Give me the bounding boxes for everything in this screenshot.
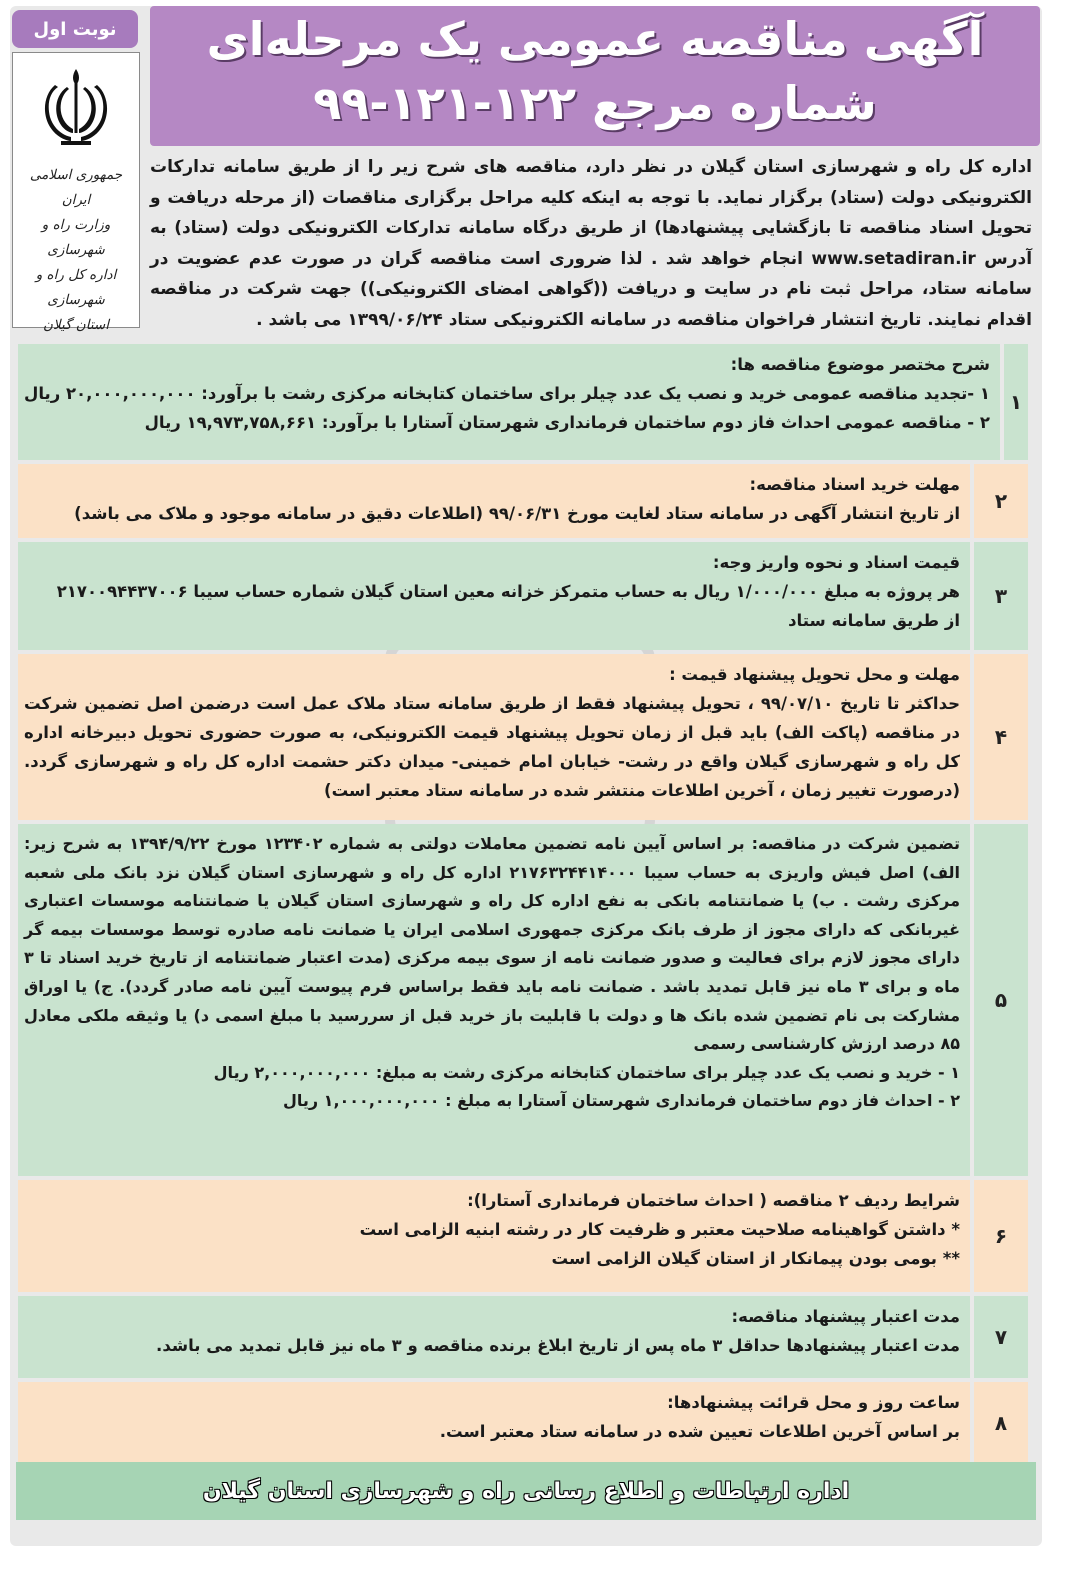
row-heading: مهلت و محل تحویل پیشنهاد قیمت :	[669, 665, 960, 684]
row-line: هر پروژه به مبلغ ۱/۰۰۰/۰۰۰ ریال به حساب متمرکز خزانه معین استان گیلان شماره حساب سیبا ۲۱۷۰۰۹۴۴۳۷۰۰۶	[56, 582, 960, 601]
table-row	[18, 464, 1028, 538]
table-row	[18, 824, 1028, 1176]
row-content	[18, 1180, 970, 1292]
title-line-1: آگهی مناقصه عمومی یک مرحله‌ای	[206, 12, 984, 66]
row-number: ۳	[974, 542, 1028, 650]
row-content	[18, 1382, 970, 1464]
row-number: ۱	[1004, 344, 1028, 460]
table-row	[18, 1296, 1028, 1378]
row-line: از تاریخ انتشار آگهی در سامانه ستاد لغایت مورخ ۹۹/۰۶/۳۱ (اطلاعات دقیق در سامانه موجود و ملاک می باشد)	[74, 504, 960, 523]
row-number: ۴	[974, 654, 1028, 820]
row-heading: شرایط ردیف ۲ مناقصه ( احداث ساختمان فرمانداری آستارا):	[467, 1191, 960, 1210]
emblem-line: وزارت راه و شهرسازی	[41, 217, 111, 258]
row-line: ۱ - خرید و نصب یک عدد چیلر برای ساختمان کتابخانه مرکزی رشت به مبلغ: ۲,۰۰۰,۰۰۰,۰۰۰ ریال	[213, 1062, 960, 1082]
row-line: مدت اعتبار پیشنهادها حداقل ۳ ماه پس از تاریخ ابلاغ برنده مناقصه و ۳ ماه نیز قابل تمدید می باشد.	[156, 1336, 960, 1355]
emblem-caption	[17, 163, 135, 338]
publication-badge: نوبت اول	[12, 10, 138, 48]
row-line: ۲ - مناقصه عمومی احداث فاز دوم ساختمان فرمانداری شهرستان آستارا با برآورد: ۱۹,۹۷۳,۷۵۸,۶۶۱ ریال	[144, 413, 990, 432]
row-heading: مهلت خرید اسناد مناقصه:	[749, 475, 960, 494]
emblem-line: اداره کل راه و شهرسازی	[35, 267, 117, 308]
row-content	[18, 542, 970, 650]
row-heading: قیمت اسناد و نحوه واریز وجه:	[712, 553, 960, 572]
row-heading: شرح مختصر موضوع مناقصه ها:	[730, 355, 990, 374]
row-line: از طریق سامانه ستاد	[788, 611, 960, 630]
row-paragraph: حداکثر تا تاریخ ۹۹/۰۷/۱۰ ، تحویل پیشنهاد فقط از طریق سامانه ستاد ملاک عمل است درضمن اصل تضمین شرکت در مناقصه (پاکت الف) باید قبل از زمان تحویل پیشنهاد قیمت الکترونیکی، به صورت حضوری تحویل دبیرخانه اداره کل راه و شهرسازی گیلان واقع در رشت- خیابان امام خمینی- میدان دکتر حشمت اداره کل راه و شهرسازی گردد. (درصورت تغییر زمان ، آخرین اطلاعات منتشر شده در سامانه ستاد معتبر است)	[24, 694, 960, 800]
row-line: ۲ - احداث فاز دوم ساختمان فرمانداری شهرستان آستارا به مبلغ : ۱,۰۰۰,۰۰۰,۰۰۰ ریال	[282, 1091, 960, 1111]
setadiran-link[interactable]: www.setadiran.ir	[811, 248, 976, 269]
row-content	[18, 464, 970, 538]
emblem-line: جمهوری اسلامی ایران	[29, 167, 123, 208]
title-banner	[150, 6, 1040, 146]
row-number: ۸	[974, 1382, 1028, 1464]
row-heading: ساعت روز و محل قرائت پیشنهادها:	[667, 1393, 960, 1412]
row-number: ۵	[974, 824, 1028, 1176]
intro-text-2: انجام خواهد شد . لذا ضروری است مناقصه گران در صورت عدم عضویت در سامانه ستاد، مراحل ثبت نام در سایت و دریافت ((گواهی امضای الکترونیکی)) جهت شرکت در مناقصه اقدام نمایند. تاریخ انتشار فراخوان مناقصه در سامانه الکترونیکی ستاد ۱۳۹۹/۰۶/۲۴ می باشد .	[150, 248, 1032, 330]
intro-paragraph	[150, 152, 1032, 338]
row-content	[18, 1296, 970, 1378]
intro-text-1: اداره کل راه و شهرسازی استان گیلان در نظر دارد، مناقصه های شرح زیر را از طریق سامانه تدارکات الکترونیکی دولت (ستاد) برگزار نماید. با توجه به اینکه کلیه مراحل برگزاری مناقصات (از مرحله دریافت و تحویل اسناد مناقصه تا بازگشایی پیشنهادها) از طریق درگاه سامانه تدارکات الکترونیکی دولت (ستاد) به آدرس	[150, 157, 1033, 269]
row-line: ۱ -تجدید مناقصه عمومی خرید و نصب یک عدد چیلر برای ساختمان کتابخانه مرکزی رشت با برآورد: ۲۰,۰۰۰,۰۰۰,۰۰۰ ریال	[24, 384, 990, 403]
row-heading: مدت اعتبار پیشنهاد مناقصه:	[731, 1307, 960, 1326]
row-line: * داشتن گواهینامه صلاحیت معتبر و ظرفیت کار در رشته ابنیه الزامی است	[359, 1220, 960, 1239]
row-line: بر اساس آخرین اطلاعات تعیین شده در سامانه ستاد معتبر است.	[439, 1422, 960, 1441]
row-content	[18, 344, 1000, 460]
table-row	[18, 344, 1028, 460]
row-number: ۲	[974, 464, 1028, 538]
row-line: ** بومی بودن پیمانکار از استان گیلان الزامی است	[551, 1249, 960, 1268]
title-line-2: شماره مرجع ۱۲۲-۱۲۱-۹۹	[313, 76, 877, 130]
row-paragraph: تضمین شرکت در مناقصه: بر اساس آیین نامه تضمین معاملات دولتی به شماره ۱۲۳۴۰۲ مورخ ۱۳۹۴/۹/۲۲ به شرح زیر: الف) اصل فیش واریزی به حساب سیبا ۲۱۷۶۳۲۴۴۱۴۰۰۰ اداره کل راه و شهرسازی استان گیلان نزد بانک ملی شعبه مرکزی رشت . ب) یا ضمانتنامه بانکی به نفع اداره کل راه و شهرسازی استان گیلان یا ضمانتنامه موسسات اعتباری غیربانکی که دارای مجوز از طرف بانک مرکزی جمهوری اسلامی ایران یا ضمانت نامه صادره توسط موسسات بیمه گر دارای مجوز لازم برای فعالیت و صدور ضمانت نامه از سوی بیمه مرکزی (مدت اعتبار ضمانتنامه از تاریخ خرید اسناد تا ۳ ماه و برای ۳ ماه نیز قابل تمدید باشد . ضمانت نامه باید فقط براساس فرم پیوست آیین نامه صادر گردد). ج) یا اوراق مشارکت بی نام تضمین شده بانک ها و دولت با قابلیت باز خرید قبل از سررسید با مبلغ اسمی د) یا وثیقه ملکی معادل ۸۵ درصد ارزش کارشناسی رسمی	[24, 834, 960, 1054]
footer-banner: اداره ارتباطات و اطلاع رسانی راه و شهرسازی استان گیلان	[16, 1462, 1036, 1520]
iran-emblem-icon	[31, 61, 121, 151]
table-row	[18, 654, 1028, 820]
emblem-line: استان گیلان	[43, 317, 109, 333]
table-row	[18, 542, 1028, 650]
table-row	[18, 1180, 1028, 1292]
row-content	[18, 824, 970, 1176]
row-content	[18, 654, 970, 820]
row-number: ۶	[974, 1180, 1028, 1292]
row-number: ۷	[974, 1296, 1028, 1378]
table-row	[18, 1382, 1028, 1464]
emblem-box	[12, 52, 140, 333]
